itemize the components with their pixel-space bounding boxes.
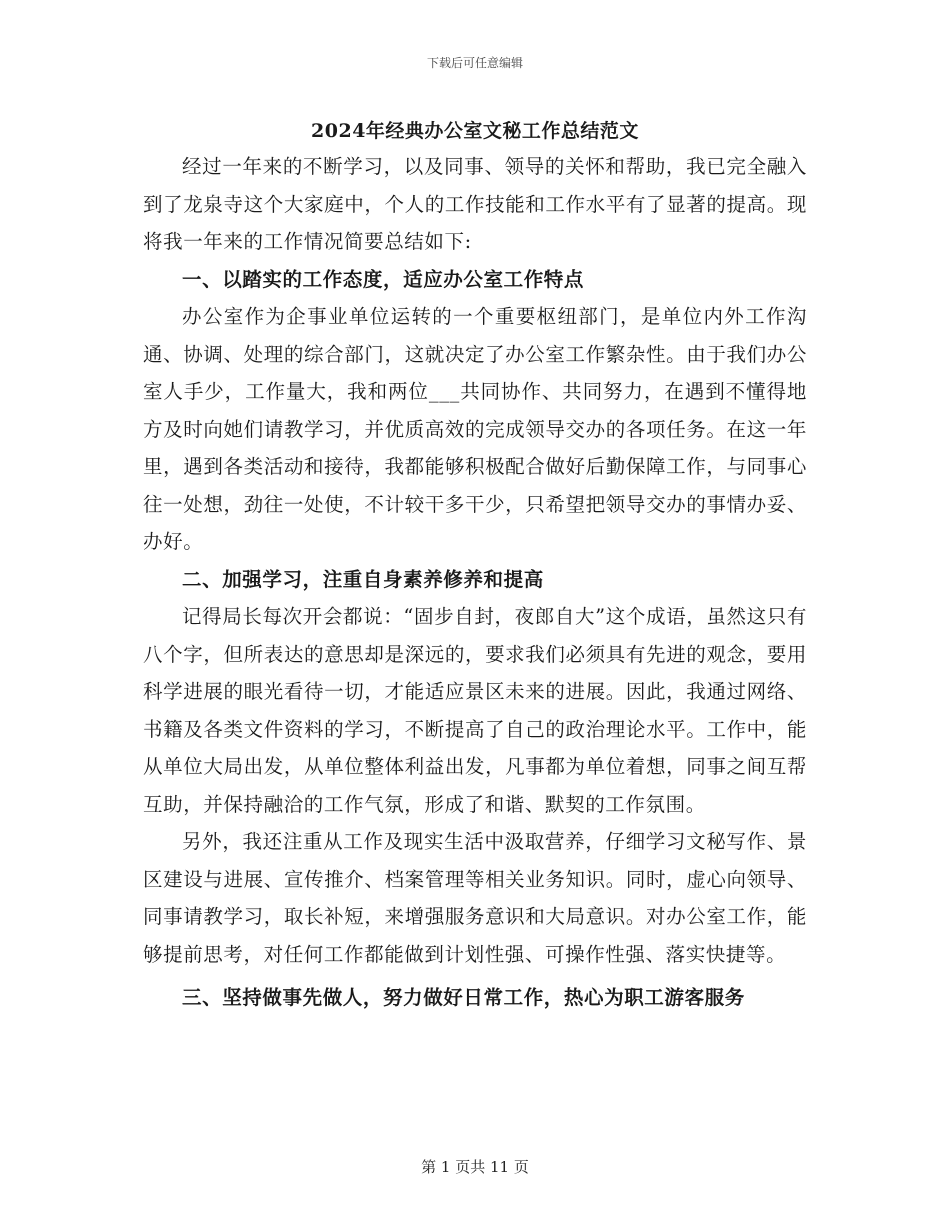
section-heading-3: 三、坚持做事先做人，努力做好日常工作，热心为职工游客服务 [182, 986, 745, 1009]
document-body [143, 148, 807, 1017]
paragraph-intro: 经过一年来的不断学习，以及同事、领导的关怀和帮助，我已完全融入到了龙泉寺这个大家庭中，个人的工作技能和工作水平有了显著的提高。现将我一年来的工作情况简要总结如下: [143, 155, 807, 253]
page-footer: 第 1 页共 11 页 [421, 1158, 529, 1176]
document-title: 2024年经典办公室文秘工作总结范文 [311, 120, 639, 142]
paragraph-section-2a: 记得局长每次开会都说：“固步自封，夜郎自大”这个成语，虽然这只有八个字，但所表达的意思却是深远的，要求我们必须具有先进的观念，要用科学进展的眼光看待一切，才能适应景区未来的进展。因此，我通过网络、书籍及各类文件资料的学习，不断提高了自己的政治理论水平。工作中，能从单位大局出发，从单位整体利益出发，凡事都为单位着想，同事之间互帮互助，并保持融洽的工作气氛，形成了和谐、默契的工作氛围。 [143, 605, 807, 816]
paragraph-section-1: 办公室作为企事业单位运转的一个重要枢纽部门，是单位内外工作沟通、协调、处理的综合部门，这就决定了办公室工作繁杂性。由于我们办公室人手少，工作量大，我和两位___共同协作、共同努力，在遇到不懂得地方及时向她们请教学习，并优质高效的完成领导交办的各项任务。在这一年里，遇到各类活动和接待，我都能够积极配合做好后勤保障工作，与同事心往一处想，劲往一处使，不计较干多干少，只希望把领导交办的事情办妥、办好。 [143, 305, 807, 553]
section-heading-1: 一、以踏实的工作态度，适应办公室工作特点 [182, 267, 585, 291]
section-heading-2: 二、加强学习，注重自身素养修养和提高 [182, 567, 544, 591]
paragraph-section-2b: 另外，我还注重从工作及现实生活中汲取营养，仔细学习文秘写作、景区建设与进展、宣传推介、档案管理等相关业务知识。同时，虚心向领导、同事请教学习，取长补短，来增强服务意识和大局意识。对办公室工作，能够提前思考，对任何工作都能做到计划性强、可操作性强、落实快捷等。 [143, 830, 807, 966]
header-note: 下载后可任意编辑 [426, 56, 523, 70]
